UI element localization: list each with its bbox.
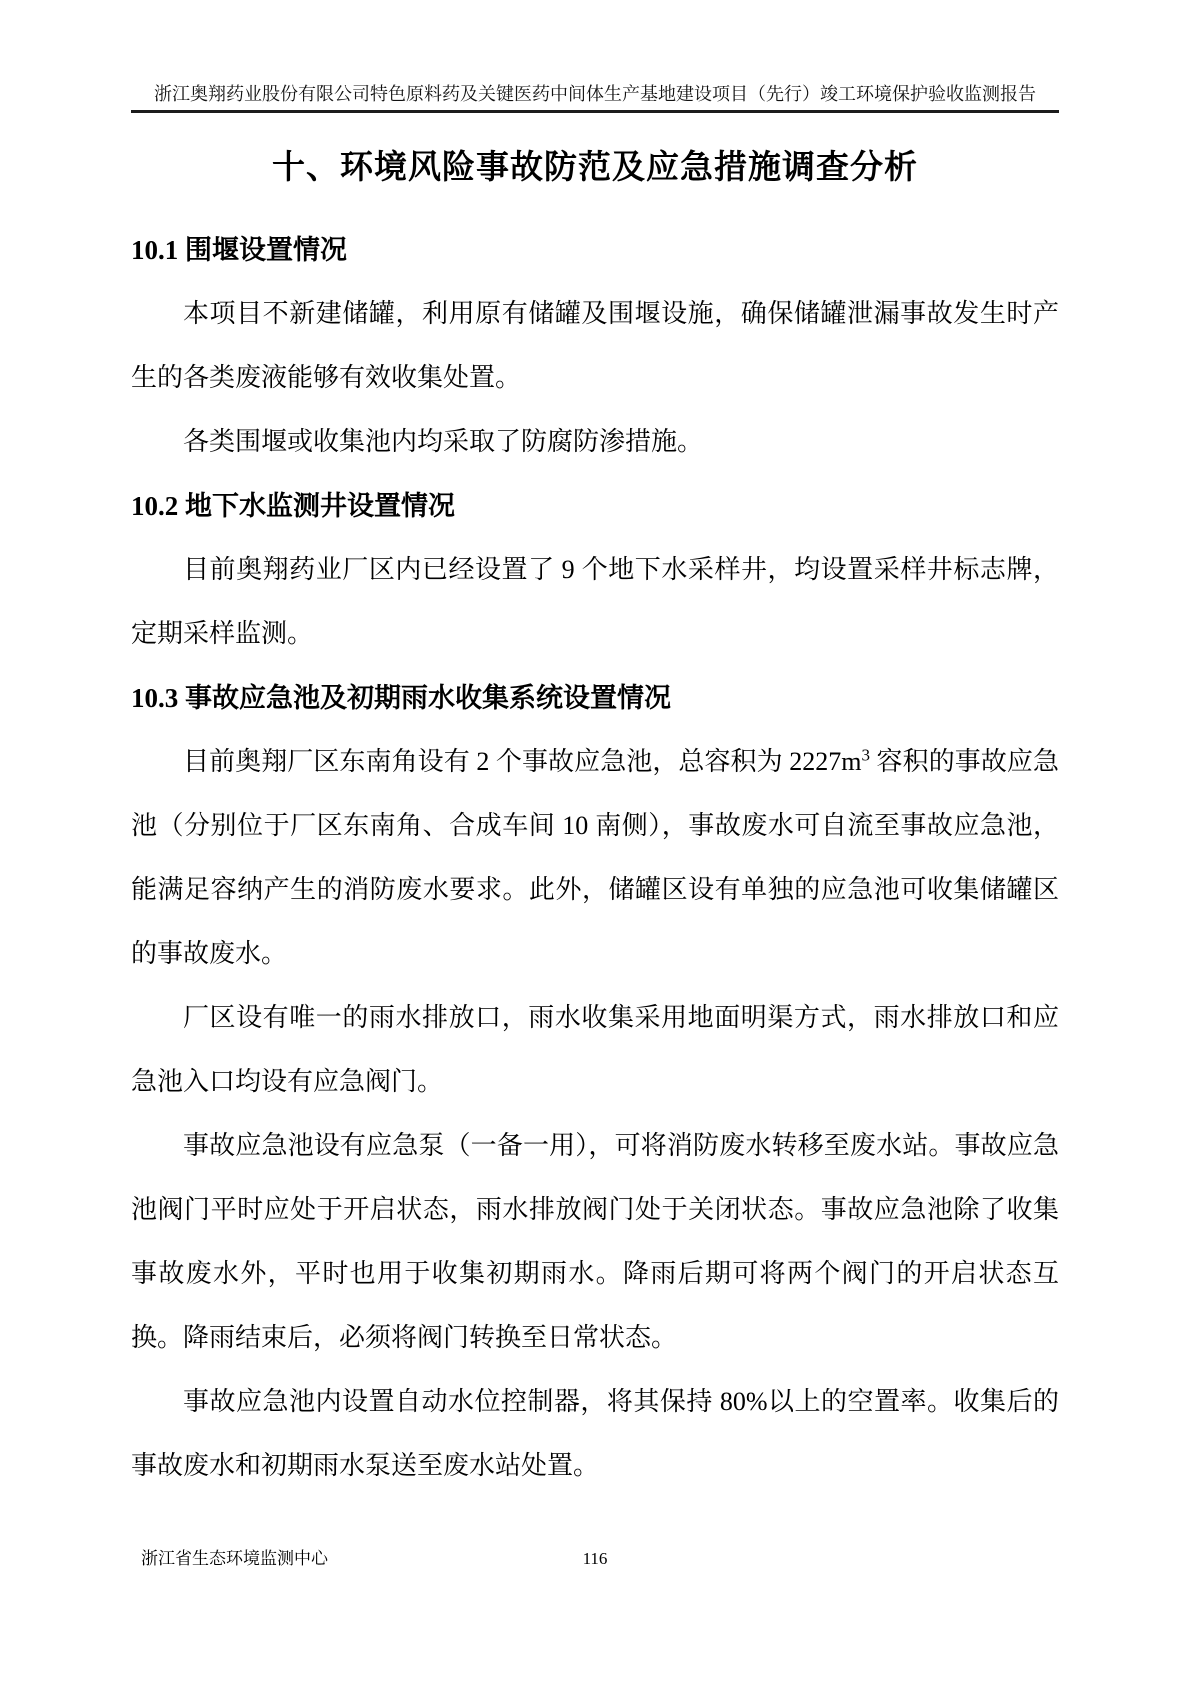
paragraph: 本项目不新建储罐，利用原有储罐及围堰设施，确保储罐泄漏事故发生时产生的各类废液能够有效收集处置。 <box>131 299 1059 392</box>
section-heading-10-2: 10.2 地下水监测井设置情况 <box>131 491 455 521</box>
page-number: 116 <box>582 1549 608 1568</box>
running-header: 浙江奥翔药业股份有限公司特色原料药及关键医药中间体生产基地建设项目（先行）竣工环境保护验收监测报告 <box>131 0 1059 113</box>
paragraph-text: 目前奥翔厂区东南角设有 2 个事故应急池，总容积为 2227m <box>183 747 862 776</box>
paragraph: 事故应急池设有应急泵（一备一用），可将消防废水转移至废水站。事故应急池阀门平时应处于开启状态，雨水排放阀门处于关闭状态。事故应急池除了收集事故废水外，平时也用于收集初期雨水。降雨后期可将两个阀门的开启状态互换。降雨结束后，必须将阀门转换至日常状态。 <box>131 1131 1059 1352</box>
paragraph: 事故应急池内设置自动水位控制器，将其保持 80%以上的空置率。收集后的事故废水和初期雨水泵送至废水站处置。 <box>131 1387 1059 1480</box>
chapter-title: 十、环境风险事故防范及应急措施调查分析 <box>272 150 918 186</box>
superscript-cubed: 3 <box>861 745 870 765</box>
section-heading-10-1: 10.1 围堰设置情况 <box>131 235 347 265</box>
section-heading-10-3: 10.3 事故应急池及初期雨水收集系统设置情况 <box>131 683 671 713</box>
paragraph-text: 容积的事故应急池（分别位于厂区东南角、合成车间 10 南侧），事故废水可自流至事故应急池，能满足容纳产生的消防废水要求。此外，储罐区设有单独的应急池可收集储罐区的事故废水。 <box>131 747 1059 968</box>
page-content <box>131 0 1059 1498</box>
footer-organization: 浙江省生态环境监测中心 <box>141 1549 328 1568</box>
paragraph: 厂区设有唯一的雨水排放口，雨水收集采用地面明渠方式，雨水排放口和应急池入口均设有应急阀门。 <box>131 1003 1059 1096</box>
paragraph-with-superscript <box>131 730 1059 986</box>
paragraph: 目前奥翔药业厂区内已经设置了 9 个地下水采样井，均设置采样井标志牌，定期采样监测。 <box>131 555 1059 648</box>
paragraph: 各类围堰或收集池内均采取了防腐防渗措施。 <box>183 427 704 456</box>
